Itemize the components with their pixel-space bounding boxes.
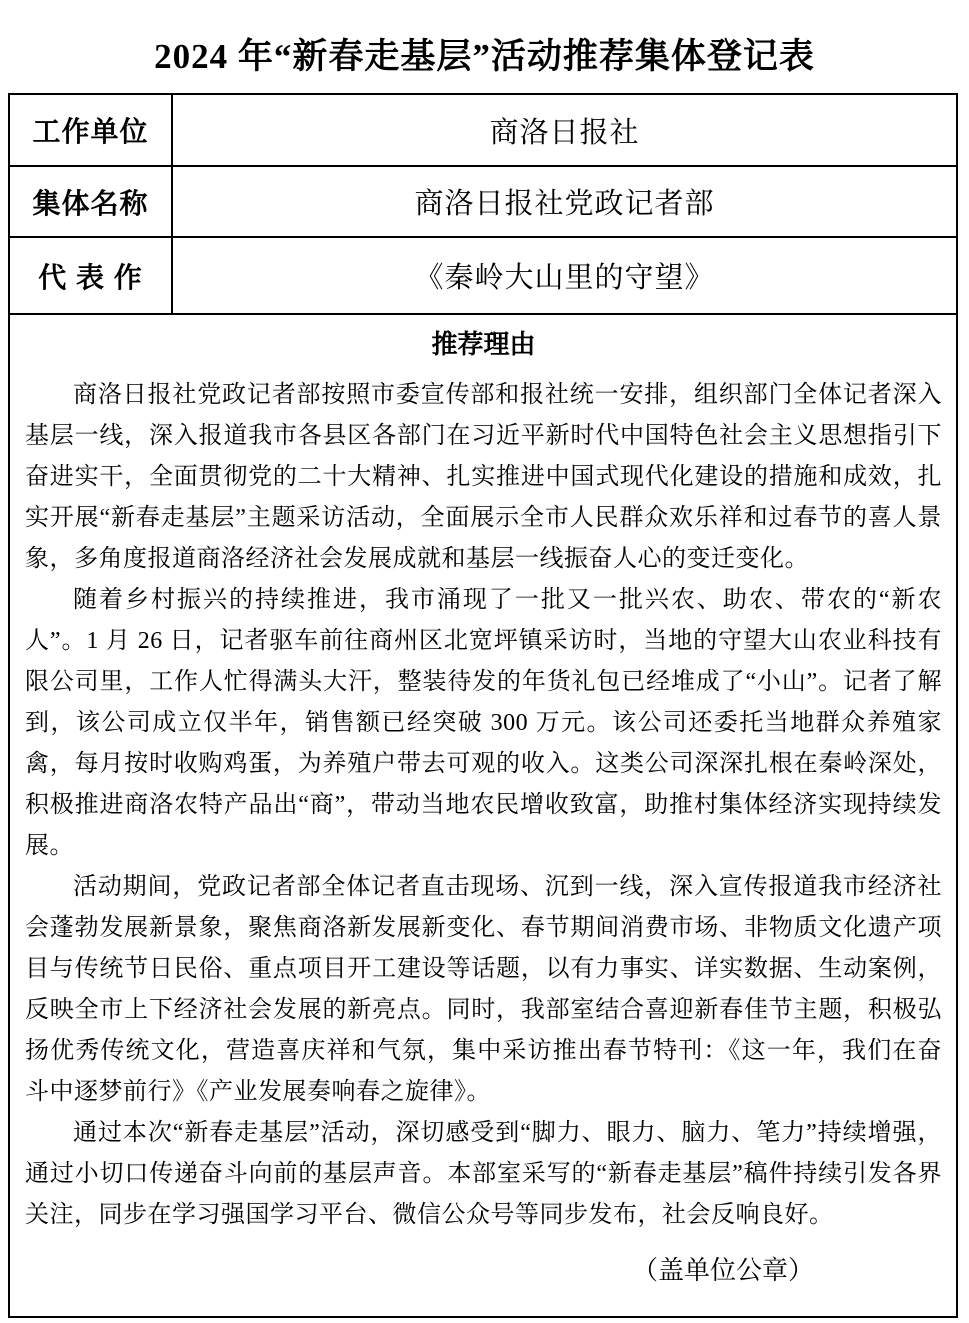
work-unit-label: 工作单位 [10, 95, 173, 165]
work-unit-value: 商洛日报社 [489, 116, 640, 149]
table-row-collective-name [10, 167, 956, 238]
recommendation-reason-body [25, 375, 942, 1236]
reason-paragraph-2: 随着乡村振兴的持续推进，我市涌现了一批又一批兴农、助农、带农的“新农人”。1 月 26 日，记者驱车前往商州区北宽坪镇采访时，当地的守望大山农业科技有限公司里，工作人忙得满头大汗，整装待发的年货礼包已经堆成了“小山”。记者了解到，该公司成立仅半年，销售额已经突破 300 万元。该公司还委托当地群众养殖家禽，每月按时收购鸡蛋，为养殖户带去可观的收入。这类公司深深扎根在秦岭深处，积极推进商洛农特产品出“商”，带动当地农民增收致富，助推村集体经济实现持续发展。 [25, 587, 942, 859]
table-row-work-unit [10, 95, 956, 167]
table-row-representative-work [10, 238, 956, 315]
representative-work-value: 《秦岭大山里的守望》 [414, 262, 715, 294]
page-title: 2024 年“新春走基层”活动推荐集体登记表 [154, 37, 815, 77]
collective-name-label: 集体名称 [10, 167, 173, 236]
recommendation-reason-cell [10, 315, 956, 1316]
recommendation-reason-heading: 推荐理由 [431, 329, 536, 359]
representative-work-label: 代 表 作 [10, 238, 173, 313]
reason-paragraph-4: 通过本次“新春走基层”活动，深切感受到“脚力、眼力、脑力、笔力”持续增强，通过小切口传递奋斗向前的基层声音。本部室采写的“新春走基层”稿件持续引发各界关注，同步在学习强国学习平台、微信公众号等同步发布，社会反响良好。 [25, 1120, 942, 1228]
official-seal-note: （盖单位公章） [631, 1256, 814, 1285]
collective-name-value: 商洛日报社党政记者部 [414, 188, 715, 220]
reason-paragraph-3: 活动期间，党政记者部全体记者直击现场、沉到一线，深入宣传报道我市经济社会蓬勃发展新景象，聚焦商洛新发展新变化、春节期间消费市场、非物质文化遗产项目与传统节日民俗、重点项目开工建设等话题，以有力事实、详实数据、生动案例，反映全市上下经济社会发展的新亮点。同时，我部室结合喜迎新春佳节主题，积极弘扬优秀传统文化，营造喜庆祥和气氛，集中采访推出春节特刊：《这一年，我们在奋斗中逐梦前行》《产业发展奏响春之旋律》。 [25, 874, 942, 1105]
reason-paragraph-1: 商洛日报社党政记者部按照市委宣传部和报社统一安排，组织部门全体记者深入基层一线，深入报道我市各县区各部门在习近平新时代中国特色社会主义思想指引下奋进实干，全面贯彻党的二十大精神、扎实推进中国式现代化建设的措施和成效，扎实开展“新春走基层”主题采访活动，全面展示全市人民群众欢乐祥和过春节的喜人景象，多角度报道商洛经济社会发展成就和基层一线振奋人心的变迁变化。 [25, 382, 942, 572]
registration-table [8, 93, 958, 1318]
